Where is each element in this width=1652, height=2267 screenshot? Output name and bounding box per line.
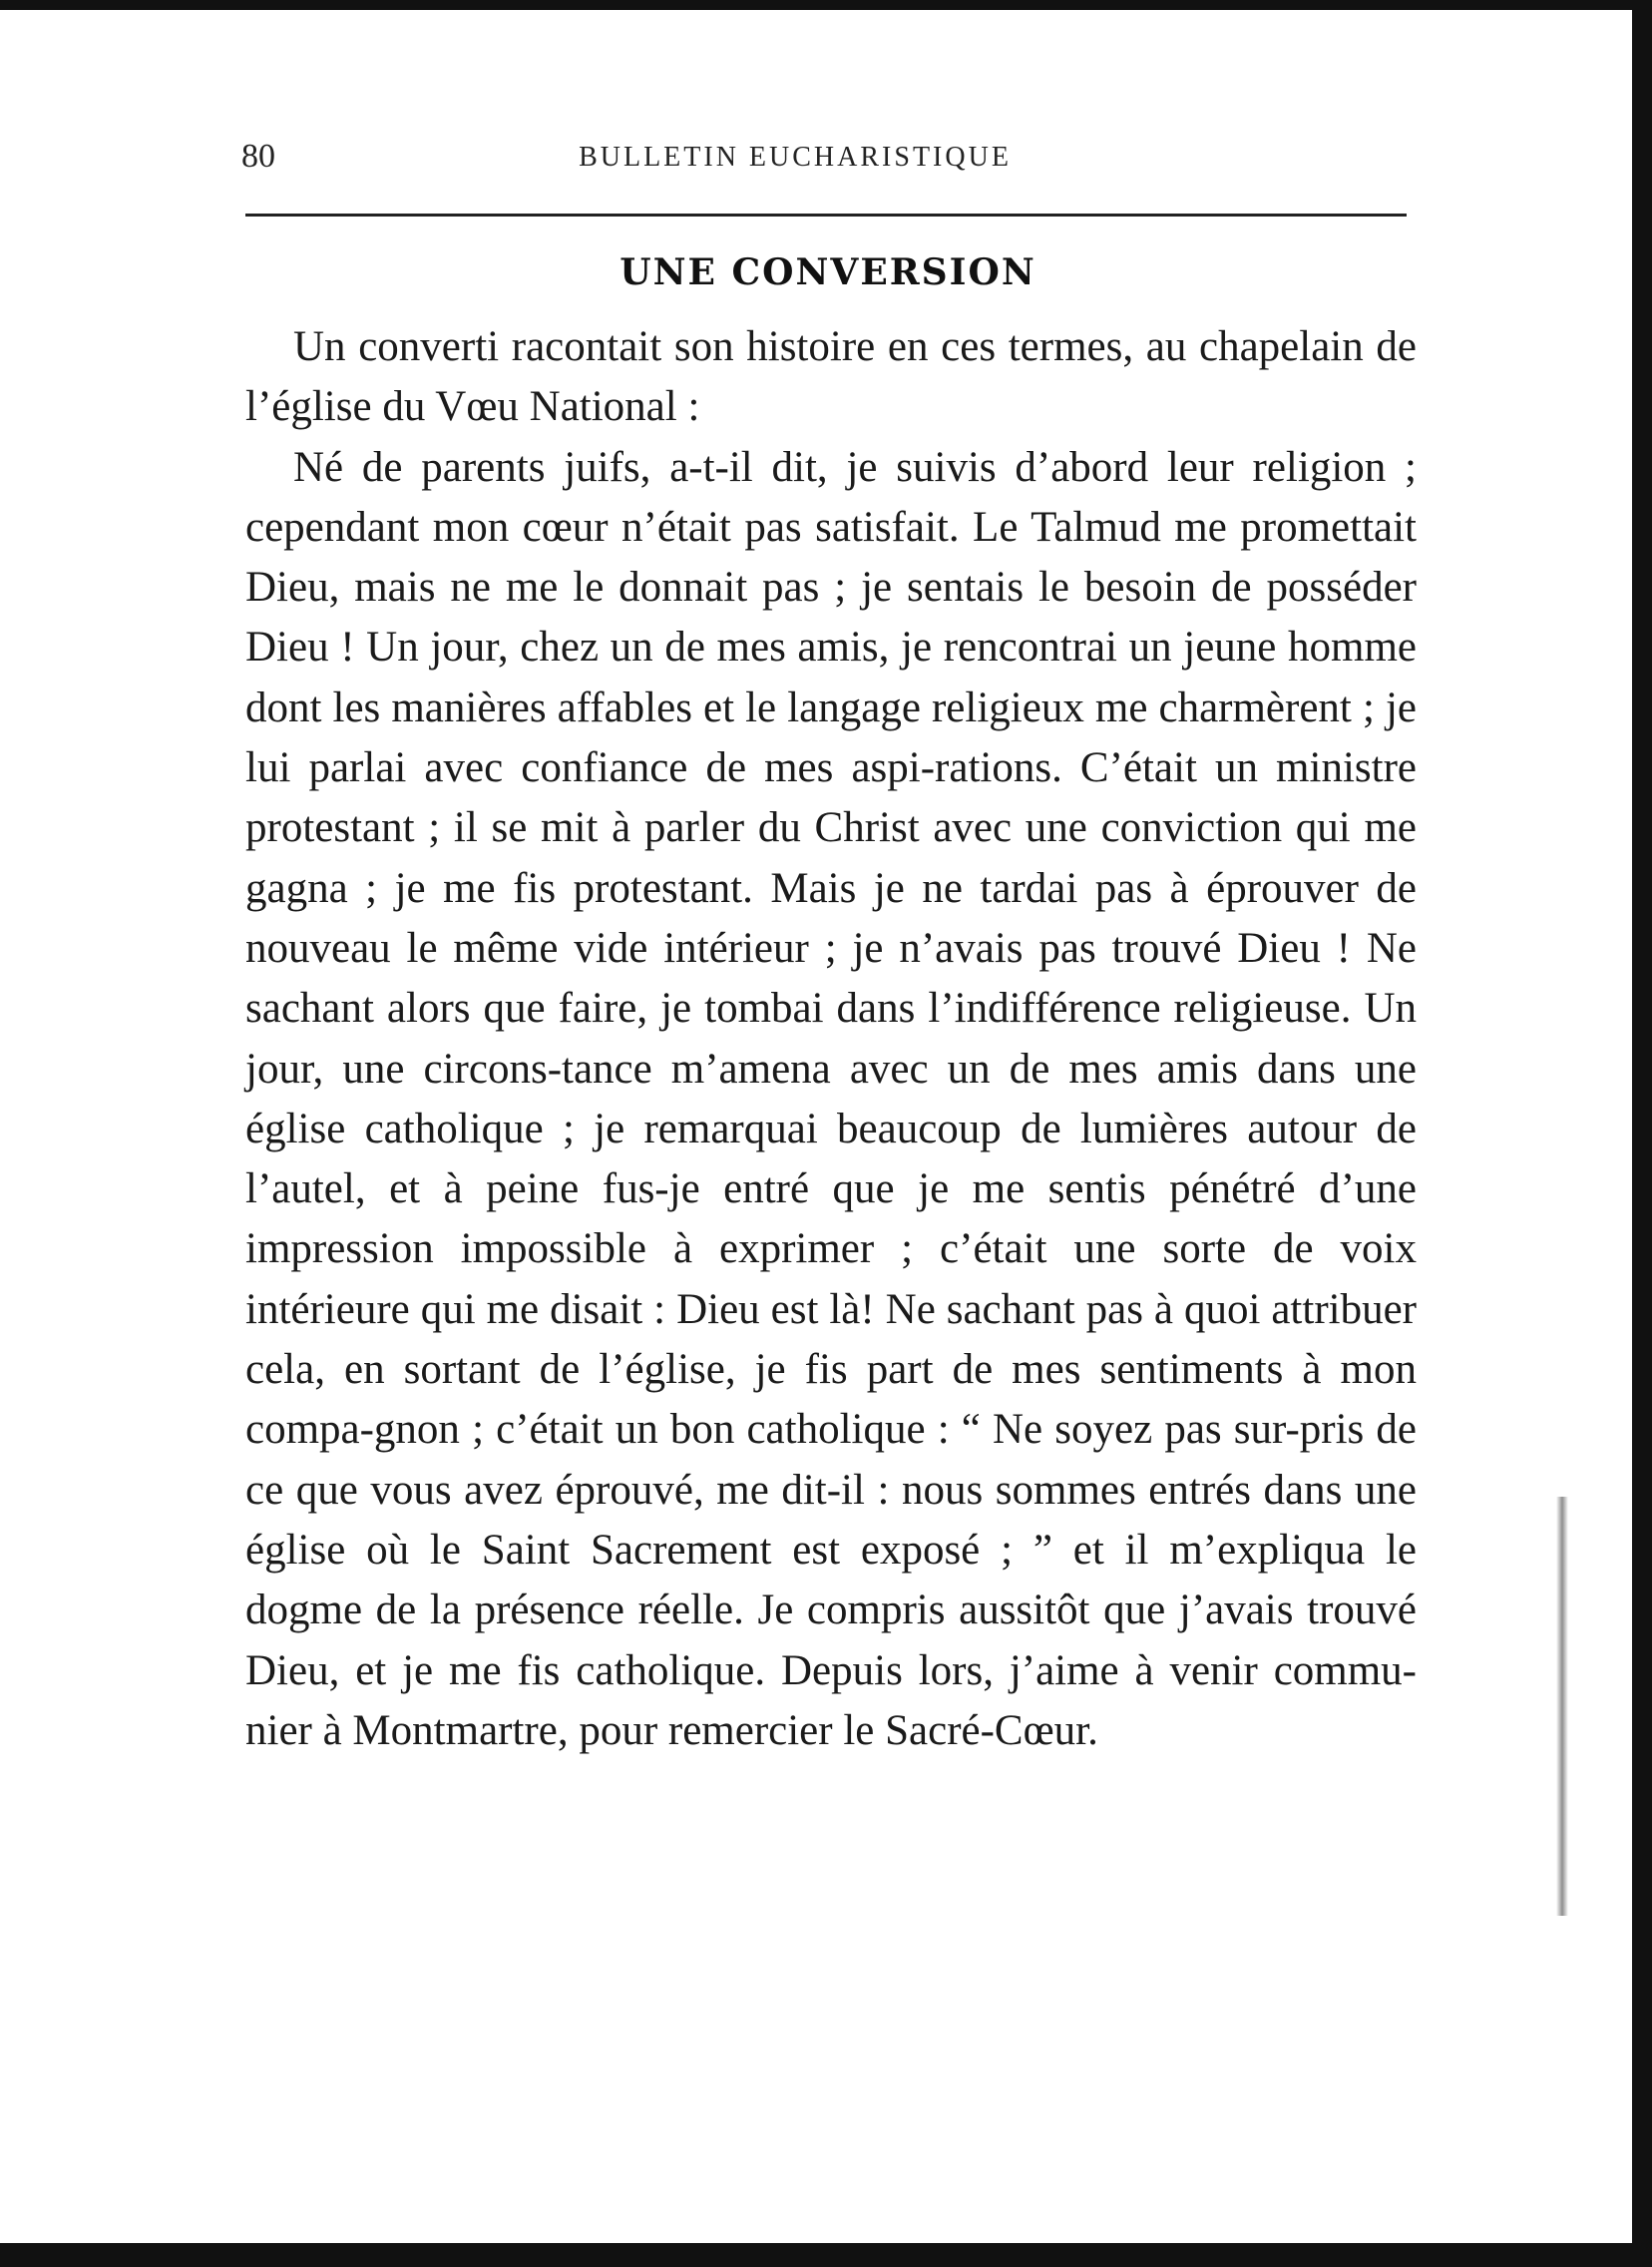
article-title: UNE CONVERSION <box>620 251 1036 293</box>
page-number: 80 <box>241 138 275 175</box>
paragraph-intro: Un converti racontait son histoire en ces termes, au chapelain de l’église du Vœu National : <box>245 323 1417 431</box>
paragraph-testimony: Né de parents juifs, a-t-il dit, je suivis d’abord leur religion ; cependant mon cœur n’était pas satisfait. Le Talmud me promettait Dieu, mais ne me le donnait pas ; je sentais le besoin de posséder Dieu ! Un jour, chez un de mes amis, je rencontrai un jeune homme dont les manières affables et le langage religieux me charmèrent ; je lui parlai avec confiance de mes aspi-rations. C’était un ministre protestant ; il se mit à parler du Christ avec une conviction qui me gagna ; je me fis protestant. Mais je ne tardai pas à éprouver de nouveau le même vide intérieur ; je n’avais pas trouvé Dieu ! Ne sachant alors que faire, je tombai dans l’indifférence religieuse. Un jour, une circons-tance m’amena avec un de mes amis dans une église catholique ; je remarquai beaucoup de lumières autour de l’autel, et à peine fus-je entré que je me sentis pénétré d’une impression impossible à exprimer ; c’était une sorte de voix intérieure qui me disait : Dieu est là! Ne sachant pas à quoi attribuer cela, en sortant de l’église, je fis part de mes sentiments à mon compa-gnon ; c’était un bon catholique : “ Ne soyez pas sur-pris de ce que vous avez éprouvé, me dit-il : nous sommes entrés dans une église où le Saint Sacrement est exposé ; ” et il m’expliqua le dogme de la présence réelle. Je compris aussitôt que j’avais trouvé Dieu, et je me fis catholique. Depuis lors, j’aime à venir commu-nier à Montmartre, pour remercier le Sacré-Cœur. <box>245 443 1417 1754</box>
header-rule <box>245 214 1407 217</box>
article-body <box>245 317 1417 1761</box>
page-header <box>241 138 1409 178</box>
running-title: BULLETIN EUCHARISTIQUE <box>579 142 1012 173</box>
page-fold-shadow <box>1556 1497 1568 1916</box>
